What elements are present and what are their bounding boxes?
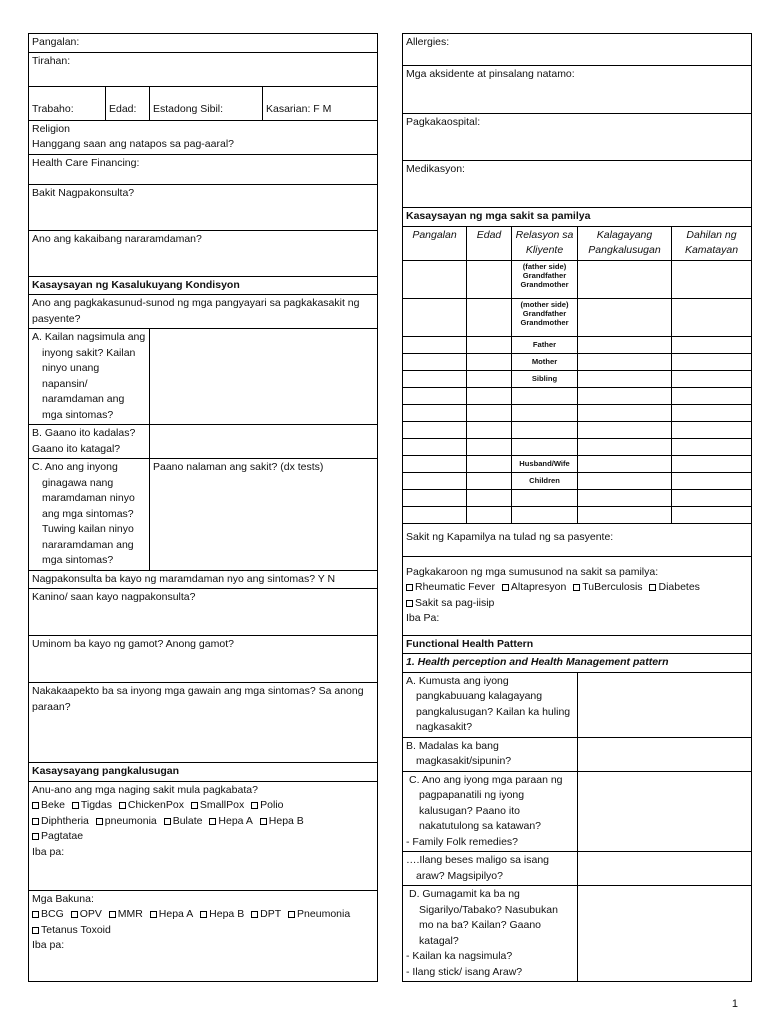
checkbox-chickenpox[interactable]: ChickenPox <box>119 799 184 811</box>
fhp-answer-d[interactable] <box>578 886 752 982</box>
field-childhood-illnesses[interactable] <box>29 781 378 890</box>
checkbox-icon <box>109 911 116 918</box>
education-label: Hanggang saan ang natapos sa pag-aaral? <box>32 138 234 150</box>
col-relasyon: Relasyon sa Kliyente <box>512 226 578 260</box>
page-number: 1 <box>731 997 738 1010</box>
fhp-question-c: C. Ano ang iyong mga paraan ng pagpapanatili ng iyong kalusugan? Paano ito nakatutulong sa katawan? <box>409 773 563 832</box>
fhp-question-ligo: ….Ilang beses maligo sa isang araw? Magsipilyo? <box>403 852 578 886</box>
field-trabaho[interactable] <box>29 86 106 120</box>
iba-pa-label: Iba pa: <box>32 845 65 858</box>
checkbox-icon <box>191 802 198 809</box>
checkbox-opv[interactable]: OPV <box>71 908 102 920</box>
field-family-diseases[interactable] <box>403 556 752 635</box>
answer-b[interactable] <box>150 425 378 459</box>
table-row <box>403 455 752 472</box>
section-family-history: Kasaysayan ng mga sakit sa pamilya <box>403 208 752 227</box>
checkbox-vax-hepa-a[interactable]: Hepa A <box>150 908 193 920</box>
checkbox-icon <box>406 584 413 591</box>
fhp-question-d-cell <box>403 886 578 982</box>
family-disease-options <box>406 580 748 611</box>
answer-c-dx-tests[interactable]: Paano nalaman ang sakit? (dx tests) <box>150 459 378 571</box>
checkbox-icon <box>251 802 258 809</box>
checkbox-hepa-b[interactable]: Hepa B <box>260 815 304 827</box>
question-a: A. Kailan nagsimula ang inyong sakit? Kailan ninyo unang napansin/ naramdaman ang mga sintomas? <box>29 329 150 425</box>
iba-pa-label: Iba Pa: <box>406 612 440 624</box>
section-kasalukuyang-kondisyon: Kasaysayan ng Kasalukuyang Kondisyon <box>29 276 378 295</box>
checkbox-vax-hepa-b[interactable]: Hepa B <box>200 908 244 920</box>
table-row <box>403 472 752 489</box>
checkbox-icon <box>406 600 413 607</box>
col-pangalan: Pangalan <box>403 226 467 260</box>
checkbox-hepa-a[interactable]: Hepa A <box>209 815 252 827</box>
field-aksidente[interactable]: Mga aksidente at pinsalang natamo: <box>403 66 752 114</box>
checkbox-icon <box>32 927 39 934</box>
estado-label: Estadong Sibil: <box>153 102 224 115</box>
relation-father: Father <box>512 336 578 353</box>
field-uminom[interactable]: Uminom ba kayo ng gamot? Anong gamot? <box>29 636 378 683</box>
checkbox-icon <box>71 911 78 918</box>
field-sakit-kapamilya[interactable]: Sakit ng Kapamilya na tulad ng sa pasyente: <box>403 523 752 556</box>
field-kakaiba[interactable]: Ano ang kakaibang nararamdaman? <box>29 230 378 276</box>
relation-sibling: Sibling <box>512 370 578 387</box>
kasarian-label: Kasarian: F M <box>266 102 332 115</box>
relation-children: Children <box>512 472 578 489</box>
checkbox-icon <box>251 911 258 918</box>
fhp-answer-c[interactable] <box>578 771 752 852</box>
fhp-answer-b[interactable] <box>578 737 752 771</box>
field-bakit[interactable]: Bakit Nagpakonsulta? <box>29 184 378 230</box>
bakuna-label: Mga Bakuna: <box>32 892 94 905</box>
checkbox-icon <box>32 911 39 918</box>
checkbox-bcg[interactable]: BCG <box>32 908 64 920</box>
table-row <box>403 260 752 298</box>
checkbox-icon <box>150 911 157 918</box>
table-row <box>403 336 752 353</box>
relation-paternal-grandparents: (father side) Grandfather Grandmother <box>512 260 578 298</box>
fhp-question-c-folk: - Family Folk remedies? <box>406 835 519 848</box>
checkbox-icon <box>209 818 216 825</box>
checkbox-polio[interactable]: Polio <box>251 799 283 811</box>
field-allergies[interactable]: Allergies: <box>403 34 752 66</box>
edad-label: Edad: <box>109 102 137 115</box>
fhp-question-d: D. Gumagamit ka ba ng Sigarilyo/Tabako? Nasubukan mo na ba? Kailan? Gaano katagal? <box>409 888 558 947</box>
col-dahilan: Dahilan ng Kamatayan <box>672 226 752 260</box>
table-row <box>403 438 752 455</box>
fhp-answer-ligo[interactable] <box>578 852 752 886</box>
trabaho-label: Trabaho: <box>32 102 74 115</box>
checkbox-tetanus-toxoid[interactable]: Tetanus Toxoid <box>32 924 111 936</box>
checkbox-tuberculosis[interactable]: TuBerculosis <box>573 581 642 593</box>
checkbox-bulate[interactable]: Bulate <box>164 815 203 827</box>
fhp-question-d-sticks: - Ilang stick/ isang Araw? <box>406 965 523 978</box>
childhood-options <box>32 798 374 845</box>
section-functional-health: Functional Health Pattern <box>403 635 752 654</box>
table-row <box>403 370 752 387</box>
field-pangalan[interactable]: Pangalan: <box>29 34 378 53</box>
table-row <box>403 404 752 421</box>
field-financing[interactable]: Health Care Financing: <box>29 154 378 184</box>
bakuna-options <box>32 907 374 938</box>
table-row <box>403 506 752 523</box>
checkbox-icon <box>288 911 295 918</box>
history-form <box>402 33 752 982</box>
field-pagkakaospital[interactable]: Pagkakaospital: <box>403 114 752 161</box>
fhp-question-d-start: - Kailan ka nagsimula? <box>406 950 513 962</box>
checkbox-rheumatic-fever[interactable]: Rheumatic Fever <box>406 581 495 593</box>
iba-pa-label: Iba pa: <box>32 939 65 951</box>
childhood-question: Anu-ano ang mga naging sakit mula pagkabata? <box>32 783 258 796</box>
fhp-question-c-cell <box>403 771 578 852</box>
checkbox-diphtheria[interactable]: Diphtheria <box>32 815 89 827</box>
patient-info-form <box>28 33 378 982</box>
checkbox-icon <box>96 818 103 825</box>
relation-spouse: Husband/Wife <box>512 455 578 472</box>
checkbox-icon <box>164 818 171 825</box>
answer-a[interactable] <box>150 329 378 425</box>
checkbox-icon <box>119 802 126 809</box>
table-row <box>403 489 752 506</box>
pagkakaroon-label: Pagkakaroon ng mga sumusunod na sakit sa pamilya: <box>406 565 659 578</box>
checkbox-icon <box>260 818 267 825</box>
checkbox-icon <box>649 584 656 591</box>
checkbox-icon <box>200 911 207 918</box>
table-row <box>403 353 752 370</box>
checkbox-sakit-pag-iisip[interactable]: Sakit sa pag-iisip <box>406 597 494 609</box>
checkbox-smallpox[interactable]: SmallPox <box>191 799 244 811</box>
field-nakaapekto[interactable]: Nakakaapekto ba sa inyong mga gawain ang mga sintomas? Sa anong paraan? <box>29 683 378 763</box>
fhp-question-b: B. Madalas ka bang magkasakit/sipunin? <box>403 737 578 771</box>
checkbox-diabetes[interactable]: Diabetes <box>649 581 699 593</box>
field-kasarian[interactable] <box>263 86 378 120</box>
subsection-health-perception: 1. Health perception and Health Management pattern <box>403 654 752 673</box>
checkbox-beke[interactable]: Beke <box>32 799 65 811</box>
checkbox-pneumonia[interactable]: pneumonia <box>96 815 157 827</box>
question-c: C. Ano ang inyong ginagawa nang maramdaman ninyo ang mga sintomas? Tuwing kailan ninyo nararamdaman ang mga sintomas? <box>29 459 150 571</box>
field-bakuna[interactable] <box>29 890 378 981</box>
field-edad[interactable] <box>106 86 150 120</box>
field-estado-sibil[interactable] <box>150 86 263 120</box>
field-medikasyon[interactable]: Medikasyon: <box>403 161 752 208</box>
table-row <box>403 387 752 404</box>
religion-label: Religion <box>32 122 70 135</box>
checkbox-mmr[interactable]: MMR <box>109 908 143 920</box>
field-tirahan[interactable]: Tirahan: <box>29 52 378 86</box>
field-pagkakasunud[interactable]: Ano ang pagkakasunud-sunod ng mga pangyayari sa pagkakasakit ng pasyente? <box>29 295 378 329</box>
checkbox-vax-pneumonia[interactable]: Pneumonia <box>288 908 350 920</box>
question-b: B. Gaano ito kadalas? Gaano ito katagal? <box>29 425 150 459</box>
checkbox-icon <box>72 802 79 809</box>
field-kanino[interactable]: Kanino/ saan kayo nagpakonsulta? <box>29 589 378 636</box>
checkbox-icon <box>573 584 580 591</box>
relation-maternal-grandparents: (mother side) Grandfather Grandmother <box>512 298 578 336</box>
field-nagpakonsulta[interactable]: Nagpakonsulta ba kayo ng maramdaman nyo ang sintomas? Y N <box>29 570 378 589</box>
checkbox-icon <box>502 584 509 591</box>
checkbox-icon <box>32 833 39 840</box>
table-row <box>403 421 752 438</box>
checkbox-icon <box>32 802 39 809</box>
checkbox-dpt[interactable]: DPT <box>251 908 281 920</box>
checkbox-pagtatae[interactable]: Pagtatae <box>32 830 83 842</box>
field-religion[interactable] <box>29 120 378 154</box>
checkbox-icon <box>32 818 39 825</box>
col-edad: Edad <box>467 226 512 260</box>
fhp-answer-a[interactable] <box>578 672 752 737</box>
checkbox-altapresyon[interactable]: Altapresyon <box>502 581 566 593</box>
fhp-question-a: A. Kumusta ang iyong pangkabuuang kalagayang pangkalusugan? Kailan ka huling nagkasakit? <box>403 672 578 737</box>
relation-mother: Mother <box>512 353 578 370</box>
table-row <box>403 298 752 336</box>
checkbox-tigdas[interactable]: Tigdas <box>72 799 112 811</box>
section-pangkalusugan: Kasaysayang pangkalusugan <box>29 763 378 782</box>
col-kalagayang: Kalagayang Pangkalusugan <box>578 226 672 260</box>
